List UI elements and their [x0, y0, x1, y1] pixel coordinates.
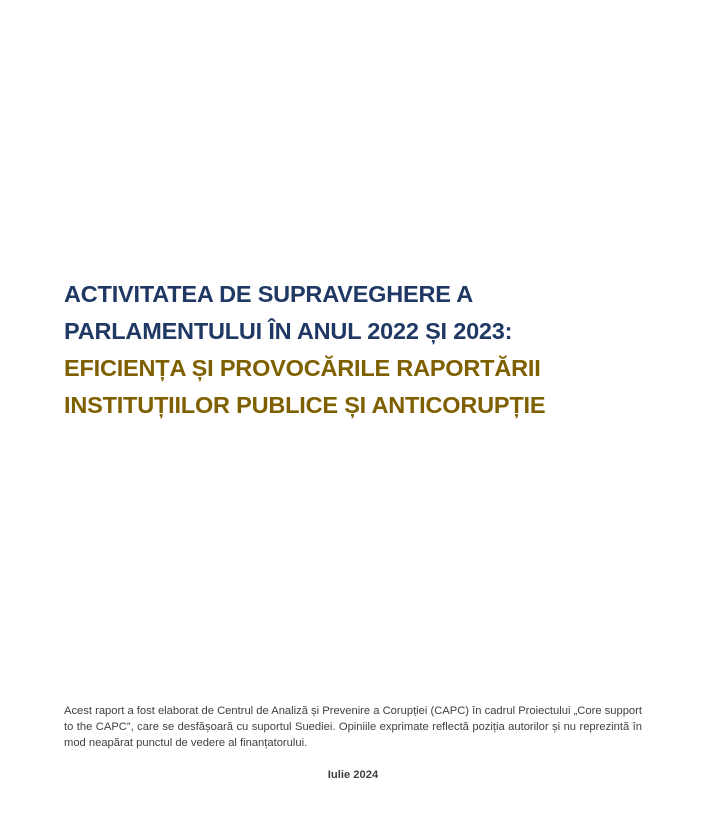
publication-date: Iulie 2024 — [327, 769, 379, 781]
title-line-2: PARLAMENTULUI ÎN ANUL 2022 ȘI 2023: — [64, 318, 513, 344]
subtitle-line-1: EFICIENȚA ȘI PROVOCĂRILE RAPORTĂRII — [64, 355, 541, 381]
title-line-1: ACTIVITATEA DE SUPRAVEGHERE A — [64, 281, 473, 307]
subtitle-line-2: INSTITUȚIILOR PUBLICE ȘI ANTICORUPȚIE — [64, 392, 546, 418]
disclaimer-text: Acest raport a fost elaborat de Centrul de Analiză și Prevenire a Corupției (CAPC) în cadrul Proiectului „Core support to the CAPC”, care se desfășoară cu suportul Suediei. Opiniile exprimate reflectă poziția autorilor și nu reprezintă în mod neapărat punctul de vedere al finanțatorului. — [64, 705, 642, 750]
report-title — [64, 276, 664, 424]
